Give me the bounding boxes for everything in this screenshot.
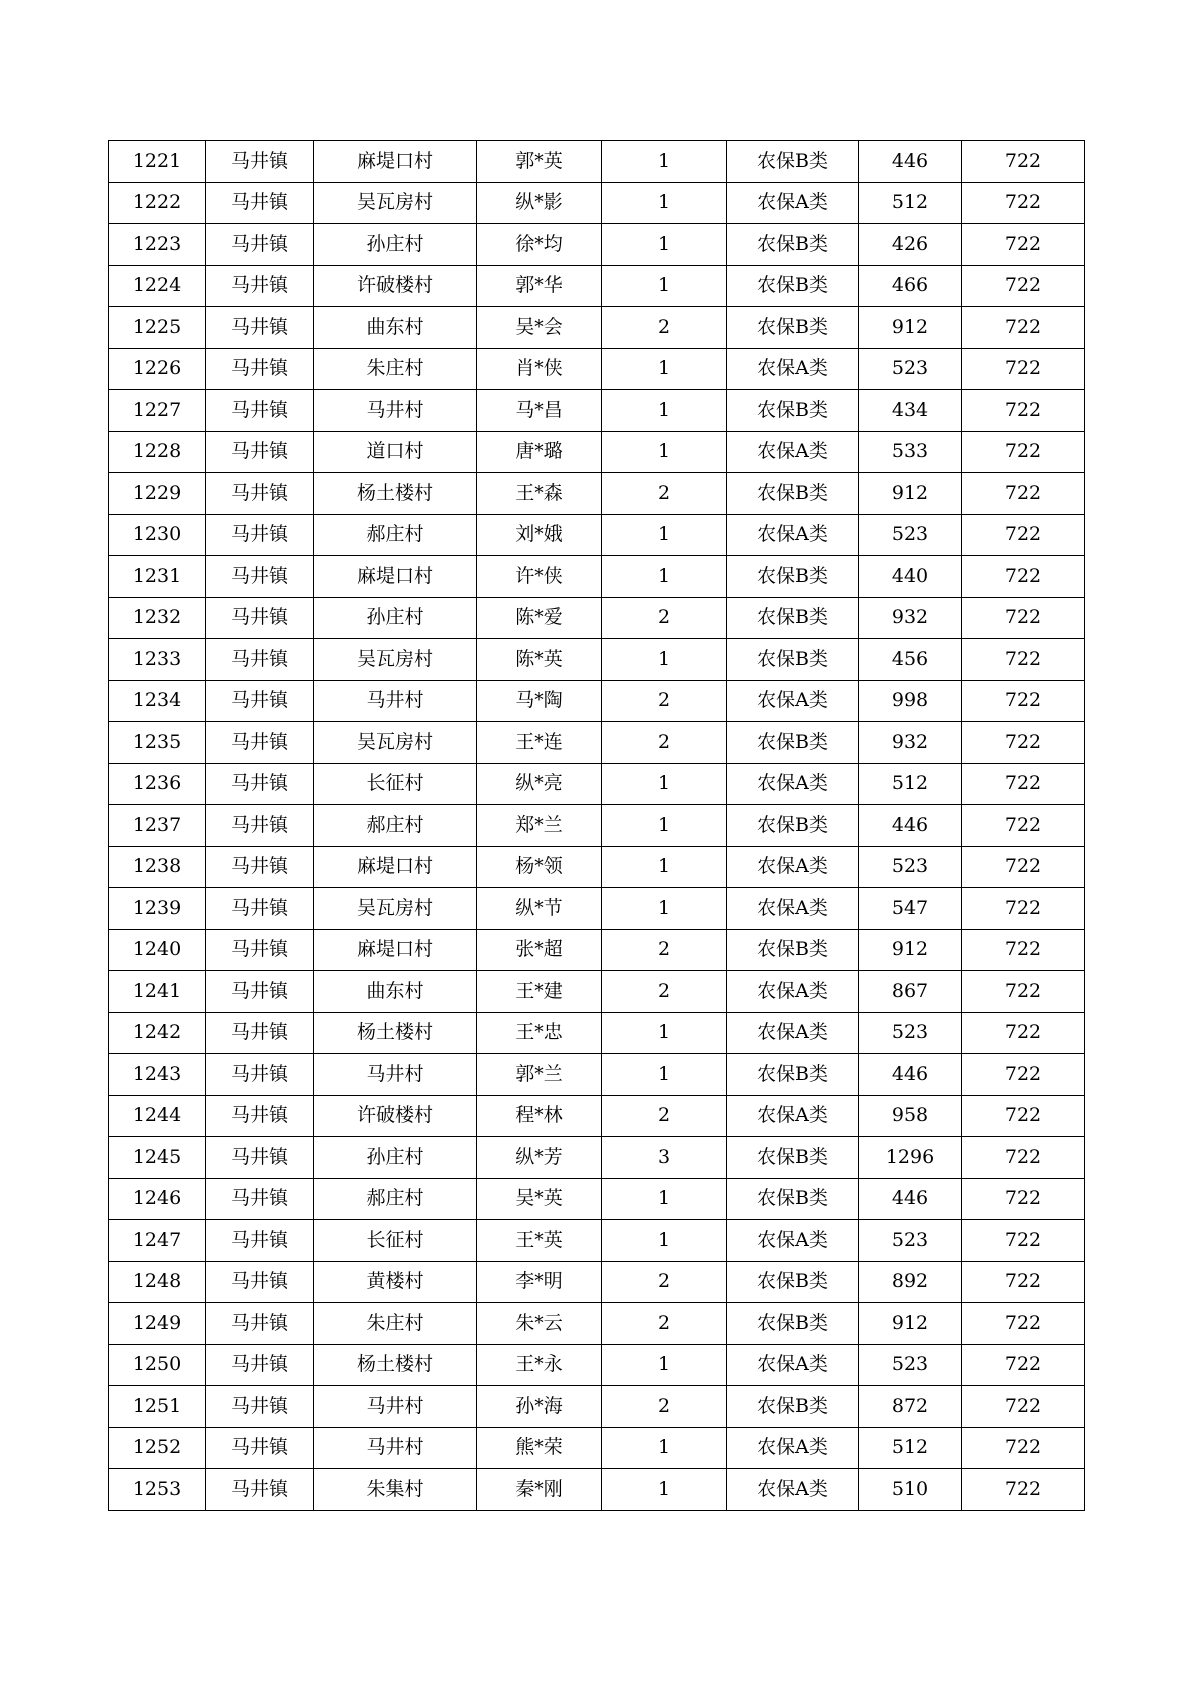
serial-number-cell: 1248 [109,1261,206,1303]
records-table [108,140,1085,1511]
town-cell: 马井镇 [206,265,314,307]
table-row [109,348,1085,390]
standard-cell: 722 [962,888,1085,930]
table-row [109,1178,1085,1220]
household-size-cell: 1 [602,431,727,473]
town-cell: 马井镇 [206,390,314,432]
table-row [109,265,1085,307]
standard-cell: 722 [962,1261,1085,1303]
serial-number-cell: 1224 [109,265,206,307]
serial-number-cell: 1235 [109,722,206,764]
table-row [109,224,1085,266]
standard-cell: 722 [962,1095,1085,1137]
table-row [109,473,1085,515]
standard-cell: 722 [962,1344,1085,1386]
name-cell: 秦*刚 [477,1469,602,1511]
standard-cell: 722 [962,514,1085,556]
name-cell: 郑*兰 [477,805,602,847]
name-cell: 纵*影 [477,182,602,224]
table-row [109,141,1085,183]
village-cell: 孙庄村 [314,597,477,639]
name-cell: 王*建 [477,971,602,1013]
amount-cell: 446 [859,1054,962,1096]
village-cell: 马井村 [314,1427,477,1469]
village-cell: 吴瓦房村 [314,182,477,224]
name-cell: 刘*娥 [477,514,602,556]
standard-cell: 722 [962,1054,1085,1096]
serial-number-cell: 1232 [109,597,206,639]
table-row [109,888,1085,930]
household-size-cell: 1 [602,348,727,390]
insurance-type-cell: 农保A类 [727,1469,859,1511]
village-cell: 朱庄村 [314,348,477,390]
amount-cell: 998 [859,680,962,722]
amount-cell: 932 [859,722,962,764]
town-cell: 马井镇 [206,1469,314,1511]
household-size-cell: 1 [602,846,727,888]
records-table-body [109,141,1085,1511]
name-cell: 纵*芳 [477,1137,602,1179]
standard-cell: 722 [962,182,1085,224]
town-cell: 马井镇 [206,1178,314,1220]
town-cell: 马井镇 [206,348,314,390]
household-size-cell: 3 [602,1137,727,1179]
table-row [109,556,1085,598]
amount-cell: 1296 [859,1137,962,1179]
insurance-type-cell: 农保A类 [727,1220,859,1262]
village-cell: 马井村 [314,1386,477,1428]
village-cell: 朱集村 [314,1469,477,1511]
household-size-cell: 1 [602,224,727,266]
serial-number-cell: 1226 [109,348,206,390]
table-row [109,639,1085,681]
amount-cell: 533 [859,431,962,473]
serial-number-cell: 1252 [109,1427,206,1469]
amount-cell: 523 [859,1220,962,1262]
insurance-type-cell: 农保A类 [727,846,859,888]
name-cell: 王*森 [477,473,602,515]
town-cell: 马井镇 [206,431,314,473]
serial-number-cell: 1231 [109,556,206,598]
village-cell: 孙庄村 [314,1137,477,1179]
standard-cell: 722 [962,1303,1085,1345]
table-row [109,1386,1085,1428]
amount-cell: 446 [859,141,962,183]
standard-cell: 722 [962,348,1085,390]
standard-cell: 722 [962,556,1085,598]
town-cell: 马井镇 [206,722,314,764]
serial-number-cell: 1229 [109,473,206,515]
serial-number-cell: 1230 [109,514,206,556]
insurance-type-cell: 农保B类 [727,224,859,266]
household-size-cell: 1 [602,390,727,432]
amount-cell: 958 [859,1095,962,1137]
name-cell: 王*连 [477,722,602,764]
household-size-cell: 1 [602,1178,727,1220]
insurance-type-cell: 农保B类 [727,805,859,847]
household-size-cell: 1 [602,1220,727,1262]
serial-number-cell: 1249 [109,1303,206,1345]
standard-cell: 722 [962,390,1085,432]
amount-cell: 512 [859,763,962,805]
standard-cell: 722 [962,307,1085,349]
standard-cell: 722 [962,971,1085,1013]
table-row [109,971,1085,1013]
village-cell: 吴瓦房村 [314,722,477,764]
table-row [109,514,1085,556]
amount-cell: 892 [859,1261,962,1303]
name-cell: 王*忠 [477,1012,602,1054]
serial-number-cell: 1237 [109,805,206,847]
standard-cell: 722 [962,763,1085,805]
household-size-cell: 2 [602,680,727,722]
table-row [109,1137,1085,1179]
name-cell: 肖*侠 [477,348,602,390]
name-cell: 朱*云 [477,1303,602,1345]
household-size-cell: 1 [602,182,727,224]
household-size-cell: 1 [602,514,727,556]
serial-number-cell: 1236 [109,763,206,805]
town-cell: 马井镇 [206,307,314,349]
standard-cell: 722 [962,431,1085,473]
table-row [109,431,1085,473]
household-size-cell: 1 [602,1054,727,1096]
village-cell: 麻堤口村 [314,556,477,598]
insurance-type-cell: 农保A类 [727,1012,859,1054]
amount-cell: 523 [859,1344,962,1386]
insurance-type-cell: 农保B类 [727,639,859,681]
name-cell: 唐*璐 [477,431,602,473]
insurance-type-cell: 农保B类 [727,1137,859,1179]
insurance-type-cell: 农保A类 [727,1344,859,1386]
serial-number-cell: 1233 [109,639,206,681]
name-cell: 马*昌 [477,390,602,432]
table-row [109,1427,1085,1469]
serial-number-cell: 1225 [109,307,206,349]
table-row [109,1012,1085,1054]
serial-number-cell: 1247 [109,1220,206,1262]
table-row [109,1469,1085,1511]
insurance-type-cell: 农保B类 [727,929,859,971]
village-cell: 杨土楼村 [314,1344,477,1386]
standard-cell: 722 [962,805,1085,847]
insurance-type-cell: 农保B类 [727,1303,859,1345]
insurance-type-cell: 农保A类 [727,763,859,805]
table-row [109,929,1085,971]
village-cell: 曲东村 [314,971,477,1013]
town-cell: 马井镇 [206,182,314,224]
village-cell: 长征村 [314,763,477,805]
insurance-type-cell: 农保B类 [727,722,859,764]
name-cell: 纵*节 [477,888,602,930]
village-cell: 吴瓦房村 [314,888,477,930]
name-cell: 张*超 [477,929,602,971]
serial-number-cell: 1240 [109,929,206,971]
table-row [109,1303,1085,1345]
table-row [109,1344,1085,1386]
household-size-cell: 2 [602,1095,727,1137]
amount-cell: 523 [859,1012,962,1054]
standard-cell: 722 [962,722,1085,764]
town-cell: 马井镇 [206,639,314,681]
insurance-type-cell: 农保A类 [727,514,859,556]
town-cell: 马井镇 [206,141,314,183]
table-row [109,182,1085,224]
town-cell: 马井镇 [206,556,314,598]
village-cell: 许破楼村 [314,265,477,307]
insurance-type-cell: 农保B类 [727,556,859,598]
village-cell: 马井村 [314,680,477,722]
amount-cell: 426 [859,224,962,266]
village-cell: 吴瓦房村 [314,639,477,681]
amount-cell: 912 [859,929,962,971]
name-cell: 程*林 [477,1095,602,1137]
name-cell: 郭*英 [477,141,602,183]
serial-number-cell: 1253 [109,1469,206,1511]
town-cell: 马井镇 [206,929,314,971]
town-cell: 马井镇 [206,1344,314,1386]
household-size-cell: 2 [602,1261,727,1303]
amount-cell: 912 [859,307,962,349]
household-size-cell: 1 [602,265,727,307]
village-cell: 麻堤口村 [314,846,477,888]
village-cell: 马井村 [314,390,477,432]
town-cell: 马井镇 [206,224,314,266]
standard-cell: 722 [962,1427,1085,1469]
town-cell: 马井镇 [206,1054,314,1096]
town-cell: 马井镇 [206,1137,314,1179]
name-cell: 杨*领 [477,846,602,888]
standard-cell: 722 [962,597,1085,639]
serial-number-cell: 1243 [109,1054,206,1096]
serial-number-cell: 1234 [109,680,206,722]
standard-cell: 722 [962,1469,1085,1511]
amount-cell: 440 [859,556,962,598]
town-cell: 马井镇 [206,597,314,639]
town-cell: 马井镇 [206,514,314,556]
name-cell: 陈*爱 [477,597,602,639]
serial-number-cell: 1246 [109,1178,206,1220]
town-cell: 马井镇 [206,1386,314,1428]
village-cell: 长征村 [314,1220,477,1262]
table-row [109,680,1085,722]
standard-cell: 722 [962,265,1085,307]
household-size-cell: 2 [602,1303,727,1345]
insurance-type-cell: 农保A类 [727,680,859,722]
insurance-type-cell: 农保B类 [727,307,859,349]
serial-number-cell: 1251 [109,1386,206,1428]
town-cell: 马井镇 [206,1220,314,1262]
name-cell: 郭*兰 [477,1054,602,1096]
village-cell: 许破楼村 [314,1095,477,1137]
serial-number-cell: 1239 [109,888,206,930]
amount-cell: 547 [859,888,962,930]
town-cell: 马井镇 [206,680,314,722]
standard-cell: 722 [962,639,1085,681]
name-cell: 郭*华 [477,265,602,307]
town-cell: 马井镇 [206,1095,314,1137]
name-cell: 李*明 [477,1261,602,1303]
town-cell: 马井镇 [206,1427,314,1469]
village-cell: 黄楼村 [314,1261,477,1303]
amount-cell: 932 [859,597,962,639]
amount-cell: 523 [859,348,962,390]
household-size-cell: 2 [602,1386,727,1428]
village-cell: 郝庄村 [314,514,477,556]
town-cell: 马井镇 [206,846,314,888]
table-row [109,1261,1085,1303]
serial-number-cell: 1221 [109,141,206,183]
household-size-cell: 2 [602,722,727,764]
serial-number-cell: 1223 [109,224,206,266]
household-size-cell: 1 [602,1427,727,1469]
insurance-type-cell: 农保A类 [727,1095,859,1137]
village-cell: 杨土楼村 [314,473,477,515]
serial-number-cell: 1241 [109,971,206,1013]
serial-number-cell: 1228 [109,431,206,473]
town-cell: 马井镇 [206,1261,314,1303]
table-row [109,1095,1085,1137]
name-cell: 许*侠 [477,556,602,598]
village-cell: 郝庄村 [314,1178,477,1220]
insurance-type-cell: 农保A类 [727,348,859,390]
town-cell: 马井镇 [206,805,314,847]
household-size-cell: 1 [602,763,727,805]
amount-cell: 456 [859,639,962,681]
amount-cell: 912 [859,473,962,515]
serial-number-cell: 1238 [109,846,206,888]
name-cell: 马*陶 [477,680,602,722]
insurance-type-cell: 农保B类 [727,1386,859,1428]
amount-cell: 510 [859,1469,962,1511]
village-cell: 马井村 [314,1054,477,1096]
town-cell: 马井镇 [206,1012,314,1054]
amount-cell: 867 [859,971,962,1013]
table-row [109,763,1085,805]
town-cell: 马井镇 [206,473,314,515]
household-size-cell: 2 [602,473,727,515]
name-cell: 王*英 [477,1220,602,1262]
standard-cell: 722 [962,1137,1085,1179]
insurance-type-cell: 农保B类 [727,1054,859,1096]
standard-cell: 722 [962,929,1085,971]
insurance-type-cell: 农保B类 [727,1178,859,1220]
town-cell: 马井镇 [206,971,314,1013]
household-size-cell: 1 [602,888,727,930]
standard-cell: 722 [962,1220,1085,1262]
insurance-type-cell: 农保B类 [727,1261,859,1303]
table-row [109,307,1085,349]
name-cell: 吴*会 [477,307,602,349]
standard-cell: 722 [962,680,1085,722]
household-size-cell: 1 [602,1012,727,1054]
insurance-type-cell: 农保A类 [727,182,859,224]
name-cell: 纵*亮 [477,763,602,805]
household-size-cell: 2 [602,597,727,639]
table-row [109,722,1085,764]
serial-number-cell: 1242 [109,1012,206,1054]
table-row [109,390,1085,432]
standard-cell: 722 [962,846,1085,888]
amount-cell: 466 [859,265,962,307]
standard-cell: 722 [962,224,1085,266]
insurance-type-cell: 农保B类 [727,473,859,515]
household-size-cell: 1 [602,639,727,681]
town-cell: 马井镇 [206,1303,314,1345]
village-cell: 朱庄村 [314,1303,477,1345]
household-size-cell: 2 [602,929,727,971]
household-size-cell: 1 [602,1344,727,1386]
serial-number-cell: 1244 [109,1095,206,1137]
household-size-cell: 1 [602,556,727,598]
insurance-type-cell: 农保B类 [727,597,859,639]
serial-number-cell: 1222 [109,182,206,224]
village-cell: 杨土楼村 [314,1012,477,1054]
insurance-type-cell: 农保B类 [727,390,859,432]
insurance-type-cell: 农保A类 [727,971,859,1013]
village-cell: 曲东村 [314,307,477,349]
village-cell: 郝庄村 [314,805,477,847]
village-cell: 麻堤口村 [314,929,477,971]
amount-cell: 523 [859,514,962,556]
amount-cell: 446 [859,805,962,847]
serial-number-cell: 1250 [109,1344,206,1386]
table-row [109,1220,1085,1262]
standard-cell: 722 [962,1012,1085,1054]
table-row [109,1054,1085,1096]
amount-cell: 512 [859,1427,962,1469]
amount-cell: 872 [859,1386,962,1428]
standard-cell: 722 [962,473,1085,515]
household-size-cell: 2 [602,307,727,349]
name-cell: 熊*荣 [477,1427,602,1469]
table-row [109,597,1085,639]
serial-number-cell: 1245 [109,1137,206,1179]
table-row [109,805,1085,847]
village-cell: 麻堤口村 [314,141,477,183]
serial-number-cell: 1227 [109,390,206,432]
village-cell: 孙庄村 [314,224,477,266]
table-row [109,846,1085,888]
household-size-cell: 1 [602,1469,727,1511]
standard-cell: 722 [962,1386,1085,1428]
insurance-type-cell: 农保A类 [727,888,859,930]
town-cell: 马井镇 [206,763,314,805]
name-cell: 吴*英 [477,1178,602,1220]
town-cell: 马井镇 [206,888,314,930]
insurance-type-cell: 农保A类 [727,1427,859,1469]
amount-cell: 523 [859,846,962,888]
insurance-type-cell: 农保B类 [727,141,859,183]
insurance-type-cell: 农保A类 [727,431,859,473]
household-size-cell: 2 [602,971,727,1013]
household-size-cell: 1 [602,805,727,847]
amount-cell: 434 [859,390,962,432]
standard-cell: 722 [962,1178,1085,1220]
amount-cell: 912 [859,1303,962,1345]
village-cell: 道口村 [314,431,477,473]
amount-cell: 512 [859,182,962,224]
amount-cell: 446 [859,1178,962,1220]
standard-cell: 722 [962,141,1085,183]
name-cell: 陈*英 [477,639,602,681]
name-cell: 徐*均 [477,224,602,266]
name-cell: 王*永 [477,1344,602,1386]
name-cell: 孙*海 [477,1386,602,1428]
insurance-type-cell: 农保B类 [727,265,859,307]
household-size-cell: 1 [602,141,727,183]
